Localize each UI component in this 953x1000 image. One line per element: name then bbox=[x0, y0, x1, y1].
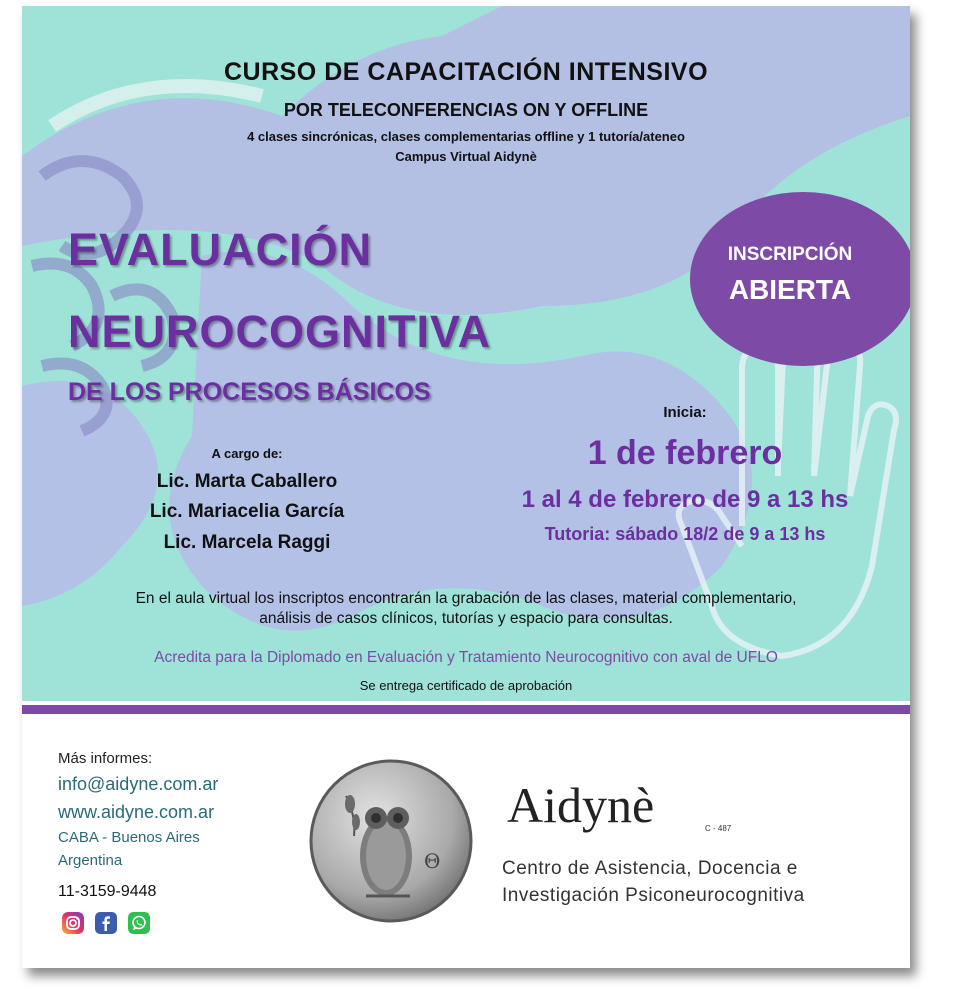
tutoria-date: Tutoria: sábado 18/2 de 9 a 13 hs bbox=[544, 524, 826, 544]
title-line-2: NEUROCOGNITIVA bbox=[68, 306, 492, 357]
contact-country: Argentina bbox=[58, 852, 123, 869]
owl-coin-logo bbox=[306, 756, 476, 926]
instagram-icon[interactable] bbox=[62, 912, 84, 934]
flyer-card bbox=[22, 6, 910, 968]
course-heading: CURSO DE CAPACITACIÓN INTENSIVO bbox=[223, 58, 709, 86]
date-range: 1 al 4 de febrero de 9 a 13 hs bbox=[521, 486, 849, 513]
course-subheading: POR TELECONFERENCIAS ON Y OFFLINE bbox=[283, 100, 649, 120]
instructor-name: Lic. Mariacelia García bbox=[149, 501, 345, 522]
facebook-icon[interactable] bbox=[95, 912, 117, 934]
registration-badge bbox=[690, 192, 910, 366]
hero-section bbox=[22, 6, 910, 701]
footer-section bbox=[22, 714, 910, 968]
title-line-3: DE LOS PROCESOS BÁSICOS bbox=[68, 378, 431, 406]
contact-city: CABA - Buenos Aires bbox=[58, 829, 200, 846]
description-line-1: En el aula virtual los inscriptos encontrarán la grabación de las clases, material complementario, bbox=[135, 590, 797, 607]
description-line-2: análisis de casos clínicos, tutorías y espacio para consultas. bbox=[259, 610, 673, 627]
contact-phone: 11-3159-9448 bbox=[58, 883, 157, 900]
badge-line-1: INSCRIPCIÓN bbox=[727, 244, 853, 265]
brand-name: Aidynè bbox=[507, 777, 655, 833]
start-date: 1 de febrero bbox=[587, 434, 783, 472]
certificate-text: Se entrega certificado de aprobación bbox=[359, 678, 573, 693]
brand-tagline-1: Centro de Asistencia, Docencia e bbox=[502, 858, 798, 879]
campus-label: Campus Virtual Aidynè bbox=[395, 149, 537, 164]
badge-line-2: ABIERTA bbox=[728, 274, 852, 305]
contact-email-link[interactable]: info@aidyne.com.ar bbox=[58, 774, 219, 794]
course-description bbox=[62, 589, 870, 629]
contact-website-link[interactable]: www.aidyne.com.ar bbox=[58, 802, 215, 822]
instructors-label: A cargo de: bbox=[211, 446, 283, 461]
start-label: Inicia: bbox=[663, 404, 707, 421]
brand-tagline-2: Investigación Psiconeurocognitiva bbox=[502, 885, 805, 906]
instructor-name: Lic. Marcela Raggi bbox=[163, 532, 331, 553]
title-line-1: EVALUACIÓN bbox=[68, 224, 373, 275]
divider-bar bbox=[22, 705, 910, 714]
instructor-name: Lic. Marta Caballero bbox=[156, 471, 338, 492]
course-format: 4 clases sincrónicas, clases complementarias offline y 1 tutoría/ateneo bbox=[247, 129, 685, 144]
whatsapp-icon[interactable] bbox=[128, 912, 150, 934]
accreditation-text: Acredita para la Diplomado en Evaluación y Tratamiento Neurocognitivo con aval de UFLO bbox=[154, 649, 778, 666]
svg-text:Θ: Θ bbox=[424, 849, 441, 873]
brand-code: C - 487 bbox=[705, 824, 732, 833]
contact-label: Más informes: bbox=[58, 750, 153, 767]
